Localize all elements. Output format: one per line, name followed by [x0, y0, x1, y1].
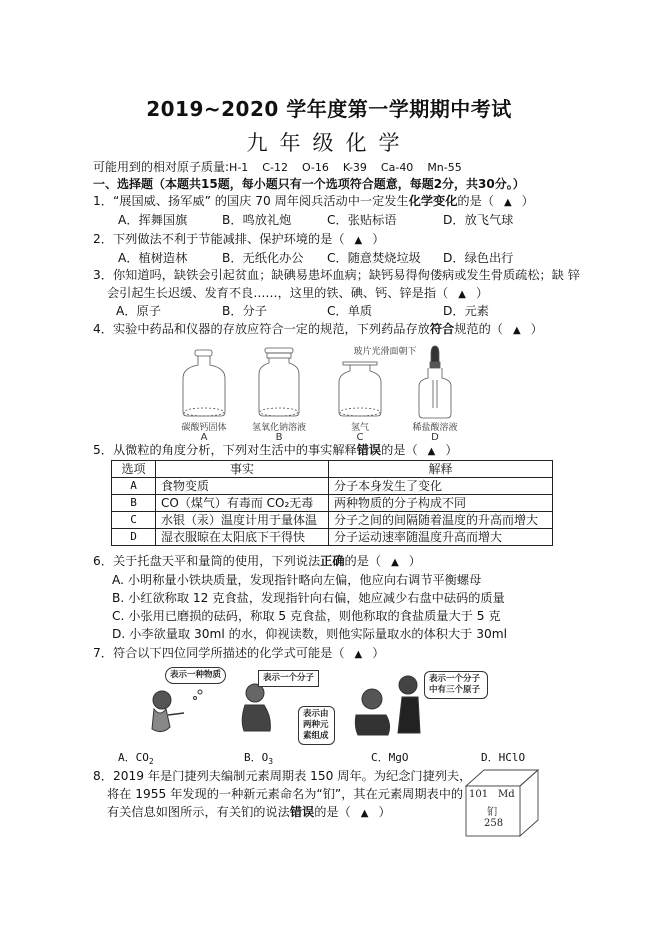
- question-3-option-d: D．元素: [443, 304, 489, 318]
- element-atomic-number: 101: [469, 789, 489, 800]
- answer-triangle-icon: ▲: [427, 446, 436, 457]
- glass-plate-note: 玻片光滑面朝下: [353, 347, 417, 357]
- question-number: 3．: [93, 268, 113, 282]
- exam-title-year: 2019~2020: [146, 97, 279, 121]
- stem-text: 的是（: [314, 805, 351, 819]
- question-1-option-b: B．鸣放礼炮: [222, 213, 292, 227]
- stem-text: ）: [530, 322, 543, 336]
- option-formula: C．MgO: [371, 751, 409, 764]
- atomic-masses: [93, 158, 476, 175]
- table-cell: 水银（汞）温度计用于量体温: [156, 512, 329, 529]
- question-3-option-b: B．分子: [222, 304, 267, 318]
- stem-text: 的是（: [457, 194, 494, 208]
- element-symbol: Md: [498, 789, 515, 800]
- speech-bubble-1: 表示一种物质: [165, 667, 226, 684]
- option-subscript: 3: [268, 757, 274, 767]
- stem-text: 符合以下四位同学所描述的化学式可能是（: [112, 646, 345, 660]
- table-cell: D: [112, 529, 156, 546]
- question-2-option-d: D．绿色出行: [443, 251, 514, 265]
- stem-keyword: 错误: [289, 805, 315, 819]
- table-cell: 分子本身发生了变化: [329, 478, 553, 495]
- speech-bubble-3: 表示由两种元素组成: [298, 706, 335, 745]
- table-cell: CO（煤气）有毒而 CO₂无毒: [156, 495, 329, 512]
- question-6-option-d: D. 小李欲量取 30ml 的水，仰视读数，则他实际量取水的体积大于 30ml: [112, 627, 507, 641]
- boy-student-3-icon: [398, 676, 420, 733]
- option-formula: A．CO: [118, 751, 149, 764]
- question-3-stem-line1: [93, 267, 580, 283]
- bottle-a-icon: [183, 350, 225, 416]
- question-2-stem: [93, 231, 384, 249]
- answer-triangle-icon: ▲: [354, 649, 363, 660]
- boy-student-2-icon: [355, 689, 389, 735]
- stem-text: 规范的（: [454, 322, 503, 336]
- table-header-row: [112, 461, 553, 478]
- answer-triangle-icon: ▲: [512, 325, 521, 336]
- atomic-mass-item: H-1: [229, 161, 249, 174]
- stem-text: 的是（: [381, 443, 418, 457]
- stem-keyword: 符合: [429, 322, 455, 336]
- question-7-stem: [93, 645, 384, 663]
- atomic-mass-item: K-39: [342, 161, 367, 174]
- question-number: 2．: [93, 232, 113, 246]
- question-1-stem: [93, 193, 534, 211]
- stem-text: 关于托盘天平和量筒的使用，下列说法: [112, 554, 321, 568]
- bottle-a-letter: A: [200, 432, 208, 443]
- atomic-masses-label: 可能用到的相对原子质量:: [93, 160, 230, 174]
- table-cell: B: [112, 495, 156, 512]
- stem-text: ）: [408, 554, 421, 568]
- reagent-bottles-figure: [165, 340, 495, 445]
- exam-title-text: 学年度第一学期期中考试: [286, 97, 512, 121]
- table-header-cell: 解释: [329, 461, 553, 478]
- question-2-option-b: B．无纸化办公: [222, 251, 304, 265]
- table-cell: C: [112, 512, 156, 529]
- question-8-stem-line1: [93, 768, 471, 784]
- question-2-option-a: A．植树造林: [118, 251, 188, 265]
- table-row: [112, 495, 553, 512]
- question-5-stem: [93, 442, 458, 460]
- bottle-c-letter: C: [356, 432, 364, 443]
- table-row: [112, 478, 553, 495]
- stem-text: 下列做法不利于节能减排、保护环境的是（: [112, 232, 345, 246]
- stem-keyword: 化学变化: [408, 194, 458, 208]
- question-number: 8．: [93, 769, 113, 783]
- question-1-option-c: C．张贴标语: [327, 213, 397, 227]
- table-cell: A: [112, 478, 156, 495]
- stem-text: 2019 年是门捷列夫编制元素周期表 150 周年。为纪念门捷列夫，: [112, 769, 472, 783]
- option-formula: D．HClO: [481, 751, 526, 764]
- question-7-option-d: [481, 750, 525, 766]
- question-number: 1．: [93, 194, 113, 208]
- stem-text: 你知道吗，缺铁会引起贫血；缺碘易患坏血病；缺钙易得佝偻病或发生骨质疏松；缺 锌: [112, 268, 580, 282]
- stem-text: 从微粒的角度分析，下列对生活中的事实解释: [112, 443, 357, 457]
- atomic-mass-item: C-12: [262, 161, 288, 174]
- answer-triangle-icon: ▲: [360, 808, 369, 819]
- table-cell: 分子之间的间隔随着温度的升高而增大: [329, 512, 553, 529]
- table-row: [112, 512, 553, 529]
- element-name: 钔: [487, 807, 497, 818]
- stem-text: ）: [372, 232, 385, 246]
- question-6-option-c: C. 小张用已磨损的砝码，称取 5 克食盐，则他称取的食盐质量大于 5 克: [112, 609, 501, 623]
- stem-keyword: 错误: [356, 443, 382, 457]
- stem-text: ）: [475, 286, 489, 300]
- answer-triangle-icon: ▲: [354, 235, 363, 246]
- answer-triangle-icon: ▲: [503, 197, 512, 208]
- atomic-mass-item: Ca-40: [380, 161, 414, 174]
- atomic-mass-item: O-16: [301, 161, 329, 174]
- exam-subtitle: 九年级化学: [246, 131, 412, 155]
- atomic-mass-item: Mn-55: [427, 161, 462, 174]
- table-header-cell: 选项: [112, 461, 156, 478]
- question-4-stem: [93, 321, 543, 339]
- speech-bubble-2: 表示一个分子: [258, 670, 319, 687]
- bottle-b-letter: B: [275, 432, 283, 443]
- question-6-stem: [93, 553, 421, 571]
- stem-text: 会引起生长迟缓、发育不良……，这里的铁、碘、钙、锌是指（: [107, 286, 449, 300]
- question-3-stem-line2: [107, 285, 488, 303]
- stem-text: ）: [378, 805, 391, 819]
- exam-title: [0, 93, 658, 122]
- stem-text: ）: [372, 646, 385, 660]
- stem-text: ）: [521, 194, 534, 208]
- table-cell: 湿衣服晾在太阳底下干得快: [156, 529, 329, 546]
- question-8-stem-line2: 将在 1955 年发现的一种新元素命名为“钔”，其在元素周期表中的: [107, 787, 464, 801]
- speech-bubble-4: 表示一个分子中有三个原子: [424, 671, 488, 699]
- boy-student-1-icon: [242, 684, 270, 731]
- question-2-option-c: C．随意焚烧垃圾: [327, 251, 421, 265]
- question-1-option-d: D．放飞气球: [443, 213, 514, 227]
- bottle-c-icon: [339, 362, 381, 416]
- question-6-option-b: B. 小红欲称取 12 克食盐，发现指针向右偏，她应减少右盘中砝码的质量: [112, 591, 505, 605]
- bottle-a-label: 碳酸钙固体: [181, 423, 227, 433]
- stem-text: 实验中药品和仪器的存放应符合一定的规范，下列药品存放: [112, 322, 430, 336]
- bottle-b-icon: [259, 348, 299, 416]
- stem-text: 的是（: [344, 554, 382, 568]
- question-number: 6．: [93, 554, 113, 568]
- question-5-table: [111, 460, 553, 546]
- bottle-c-label: 氢气: [350, 423, 369, 433]
- question-number: 4．: [93, 322, 113, 336]
- table-row: [112, 529, 553, 546]
- option-subscript: 2: [148, 757, 154, 767]
- stem-text: “展国威、扬军威” 的国庆 70 周年阅兵活动中一定发生: [112, 194, 409, 208]
- question-3-option-c: C．单质: [327, 304, 373, 318]
- table-cell: 两种物质的分子构成不同: [329, 495, 553, 512]
- answer-triangle-icon: ▲: [391, 557, 399, 568]
- bottle-d-label: 稀盐酸溶液: [412, 423, 458, 433]
- option-formula: B．O: [244, 751, 269, 764]
- stem-text: ）: [445, 443, 458, 457]
- stem-keyword: 正确: [320, 554, 345, 568]
- table-cell: 分子运动速率随温度升高而增大: [329, 529, 553, 546]
- section-heading: 一、选择题（本题共15题，每小题只有一个选项符合题意，每题2分，共30分。）: [93, 177, 525, 191]
- question-number: 7．: [93, 646, 113, 660]
- table-header-cell: 事实: [156, 461, 329, 478]
- question-number: 5．: [93, 443, 113, 457]
- element-atomic-mass: 258: [484, 818, 504, 829]
- question-8-stem-line3: [107, 804, 391, 822]
- bottle-b-label: 氢氧化钠溶液: [251, 423, 306, 433]
- question-6-option-a: A. 小明称量小铁块质量，发现指针略向左偏，他应向右调节平衡螺母: [112, 573, 482, 587]
- answer-triangle-icon: ▲: [458, 289, 466, 300]
- bottle-d-letter: D: [431, 432, 439, 443]
- girl-student-icon: [152, 690, 202, 732]
- table-cell: 食物变质: [156, 478, 329, 495]
- stem-text: 有关信息如图所示，有关钔的说法: [107, 805, 290, 819]
- question-7-option-c: [371, 750, 409, 766]
- question-1-option-a: A．挥舞国旗: [118, 213, 188, 227]
- question-3-option-a: A．原子: [116, 304, 161, 318]
